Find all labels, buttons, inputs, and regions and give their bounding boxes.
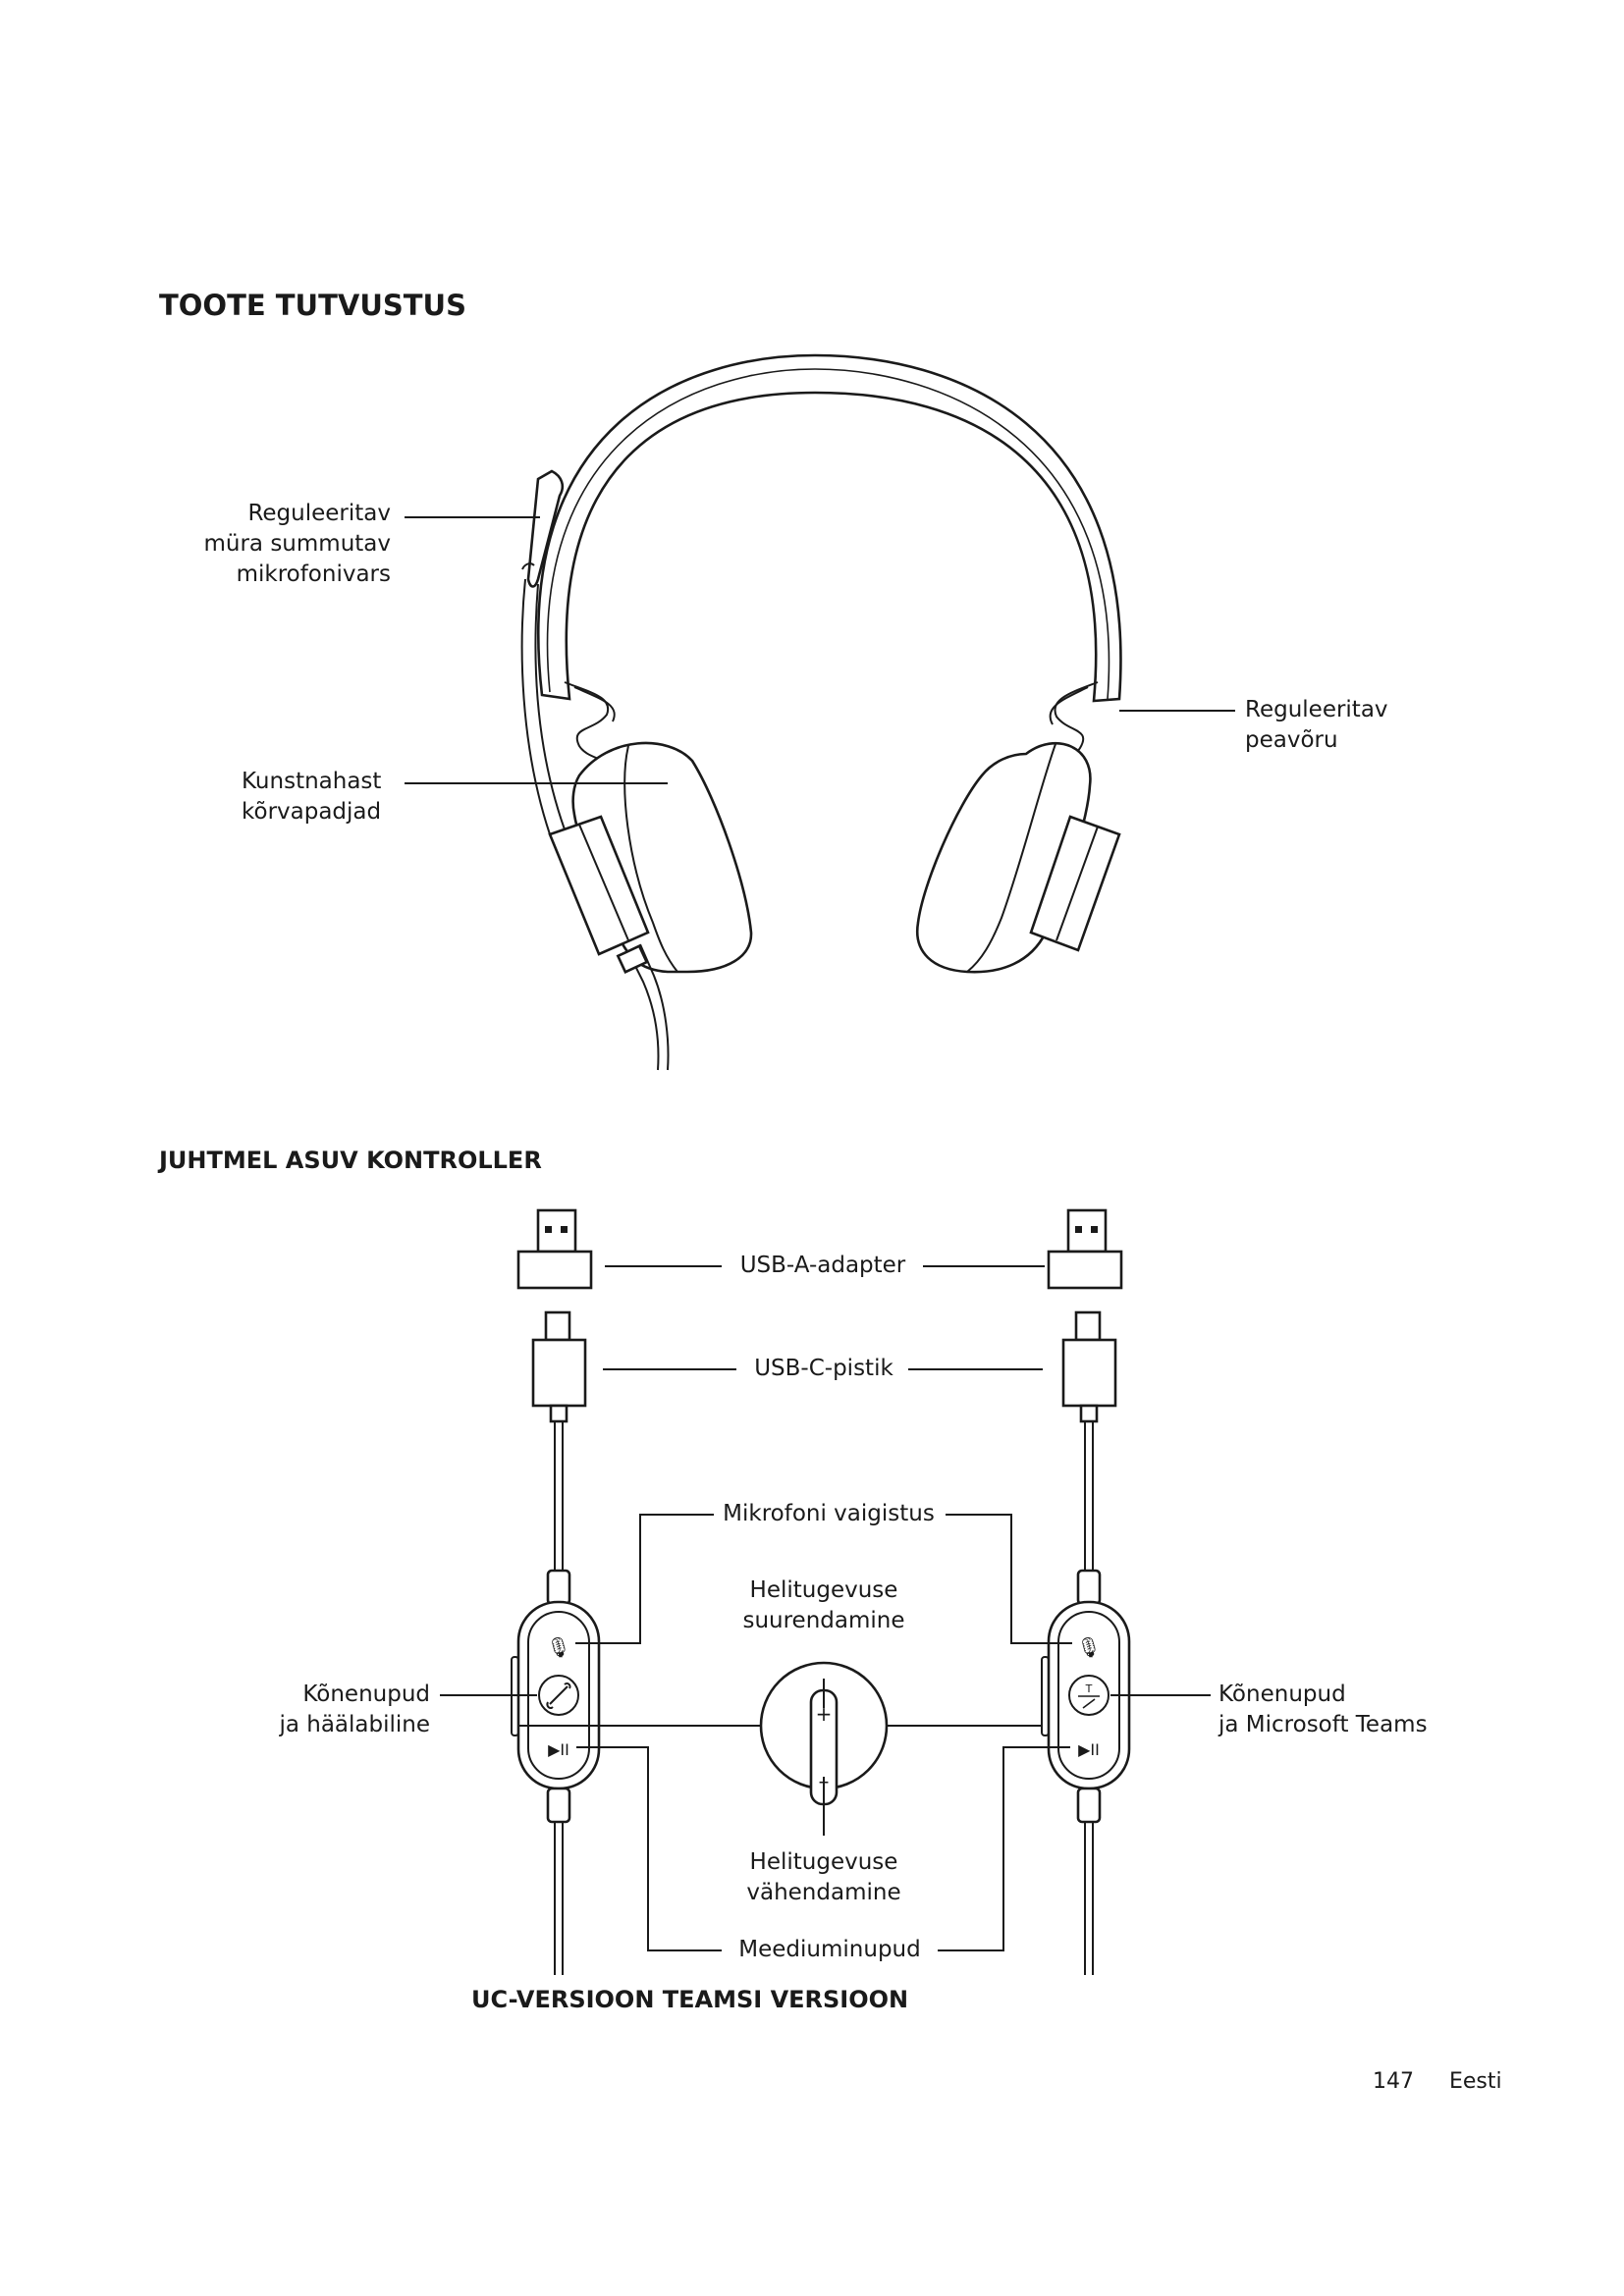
label-volume-down: Helitugevuse vähendamine — [746, 1849, 901, 1905]
mic-mute-icon-right: 🎙 — [1076, 1635, 1102, 1659]
mic-mute-icon-left: 🎙 — [546, 1635, 571, 1659]
label-usb-c-plug: USB-C-pistik — [754, 1356, 893, 1381]
label-headband: Reguleeritav peavõru — [1245, 697, 1388, 753]
usb-a-adapter-right-body — [1049, 1252, 1121, 1288]
page-number: 147 — [1373, 2069, 1414, 2094]
label-media-buttons: Meediuminupud — [738, 1937, 921, 1962]
label-mic-mute: Mikrofoni vaigistus — [723, 1501, 935, 1526]
version-uc-label: UC-VERSIOON — [471, 1986, 655, 2013]
minus-icon: – — [818, 1770, 830, 1794]
version-labels — [471, 1986, 908, 2013]
play-pause-icon-left: ▶II — [548, 1740, 569, 1759]
play-pause-icon-right: ▶II — [1078, 1740, 1100, 1759]
headset-illustration — [522, 355, 1121, 1070]
label-usb-a-adapter: USB-A-adapter — [739, 1253, 906, 1278]
usb-a-adapter-left-plug — [538, 1210, 575, 1252]
version-teams-label: TEAMSI VERSIOON — [662, 1986, 909, 2013]
section-heading-inline-controller: JUHTMEL ASUV KONTROLLER — [159, 1147, 542, 1174]
usb-a-adapter-right-plug — [1068, 1210, 1106, 1252]
teams-icon: T — [1085, 1682, 1093, 1695]
label-mic-arm: Reguleeritav müra summutav mikrofonivars — [203, 501, 391, 587]
plus-icon: + — [815, 1702, 833, 1726]
section-heading-product-overview: TOOTE TUTVUSTUS — [159, 289, 466, 322]
usb-a-adapter-left-body — [518, 1252, 591, 1288]
label-call-buttons-teams: Kõnenupud ja Microsoft Teams — [1218, 1682, 1428, 1737]
label-volume-up: Helitugevuse suurendamine — [742, 1577, 905, 1633]
page-language: Eesti — [1449, 2069, 1502, 2094]
label-call-buttons-uc: Kõnenupud ja häälabiline — [279, 1682, 430, 1737]
label-ear-pads: Kunstnahast kõrvapadjad — [242, 769, 382, 825]
